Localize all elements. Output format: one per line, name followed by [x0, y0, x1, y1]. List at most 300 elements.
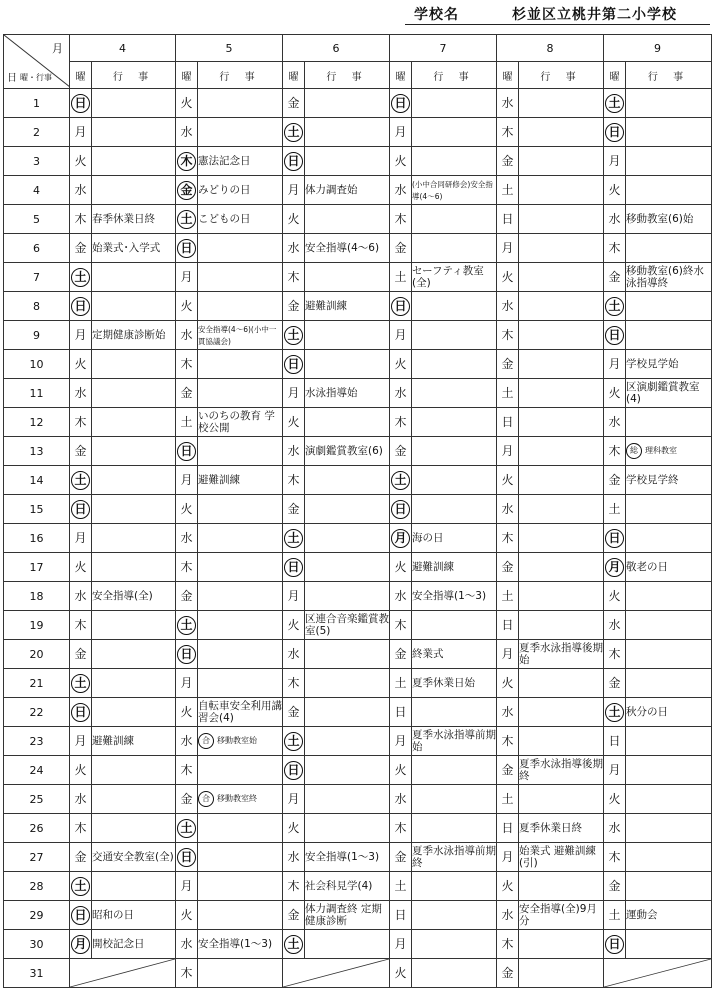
event-cell [626, 321, 712, 350]
weekday: 金 [287, 908, 300, 922]
event-text: 学校見学始 [626, 358, 679, 370]
event-subheader: 行 事 [412, 62, 497, 89]
weekday: 木 [287, 270, 300, 284]
weekday: 火 [74, 560, 87, 574]
day-number: 5 [4, 205, 70, 234]
event-cell [519, 814, 604, 843]
event-text: 始業式･入学式 [92, 242, 161, 254]
event-calendar-table [3, 34, 712, 988]
weekday-cell [70, 263, 92, 292]
weekday-cell [283, 727, 305, 756]
weekday-cell [283, 640, 305, 669]
weekday-cell [283, 118, 305, 147]
weekday-cell [176, 582, 198, 611]
holiday-circled-weekday: 月 [71, 935, 90, 954]
weekday-cell [390, 176, 412, 205]
weekday: 月 [501, 444, 514, 458]
day-number: 29 [4, 901, 70, 930]
day-row [4, 785, 712, 814]
weekday-cell [176, 408, 198, 437]
weekday: 水 [287, 444, 300, 458]
holiday-circled-weekday: 日 [284, 761, 303, 780]
event-cell [305, 843, 390, 872]
event-cell [198, 263, 283, 292]
weekday-cell [70, 350, 92, 379]
day-number: 24 [4, 756, 70, 785]
event-cell [92, 640, 176, 669]
event-cell [412, 379, 497, 408]
weekday: 木 [287, 879, 300, 893]
weekday-cell [497, 930, 519, 959]
weekday: 木 [287, 676, 300, 690]
event-cell [626, 553, 712, 582]
event-text: 春季休業日終 [92, 213, 155, 225]
weekday-cell [176, 263, 198, 292]
month-header-9: 9 [604, 35, 712, 62]
event-cell [305, 118, 390, 147]
weekday-cell [497, 756, 519, 785]
event-text: 夏季水泳指導後期始 [519, 642, 603, 666]
event-cell [198, 727, 283, 756]
weekday-cell [497, 263, 519, 292]
event-cell [412, 524, 497, 553]
event-cell [198, 640, 283, 669]
weekday-cell [176, 466, 198, 495]
weekday: 月 [74, 531, 87, 545]
weekday: 木 [74, 618, 87, 632]
event-cell [198, 321, 283, 350]
weekday-cell [70, 408, 92, 437]
event-cell [626, 872, 712, 901]
weekday-cell [604, 553, 626, 582]
weekday-cell [283, 698, 305, 727]
event-text: 避難訓練 [198, 474, 240, 486]
event-cell [198, 872, 283, 901]
event-text: 安全指導(1～3) [412, 590, 487, 602]
weekday: 月 [501, 850, 514, 864]
event-text: こどもの日 [198, 213, 251, 225]
day-row [4, 321, 712, 350]
weekday-cell [70, 785, 92, 814]
weekday: 日 [501, 212, 514, 226]
day-number: 14 [4, 466, 70, 495]
day-number: 1 [4, 89, 70, 118]
event-text: 水泳指導始 [305, 387, 358, 399]
weekday: 木 [180, 763, 193, 777]
event-cell [305, 698, 390, 727]
weekday: 木 [394, 821, 407, 835]
holiday-circled-weekday: 日 [391, 94, 410, 113]
weekday: 日 [394, 705, 407, 719]
weekday: 月 [287, 386, 300, 400]
holiday-circled-weekday: 金 [177, 181, 196, 200]
weekday-cell [497, 118, 519, 147]
weekday: 水 [74, 183, 87, 197]
event-text: (小中合同研修会)安全指導(4～6) [412, 180, 493, 201]
weekday: 金 [394, 850, 407, 864]
day-row [4, 263, 712, 292]
event-text: 区演劇鑑賞教室(4) [626, 381, 700, 405]
weekday: 月 [180, 473, 193, 487]
weekday: 金 [608, 879, 621, 893]
event-cell [519, 379, 604, 408]
joint-stamp-icon: 合 [198, 791, 214, 807]
day-number: 21 [4, 669, 70, 698]
weekday-cell [390, 524, 412, 553]
event-cell [626, 640, 712, 669]
day-number: 10 [4, 350, 70, 379]
holiday-circled-weekday: 土 [71, 674, 90, 693]
event-cell [626, 205, 712, 234]
holiday-circled-weekday: 日 [177, 442, 196, 461]
event-cell [519, 234, 604, 263]
weekday: 日 [608, 734, 621, 748]
event-cell [92, 89, 176, 118]
school-name: 杉並区立桃井第二小学校 [512, 7, 677, 23]
day-row [4, 437, 712, 466]
event-text: 定期健康診断始 [92, 329, 166, 341]
day-row [4, 524, 712, 553]
weekday: 火 [180, 502, 193, 516]
weekday: 木 [287, 473, 300, 487]
weekday-cell [70, 437, 92, 466]
weekday-cell [176, 292, 198, 321]
weekday-cell [497, 669, 519, 698]
event-cell [626, 582, 712, 611]
month-header-7: 7 [390, 35, 497, 62]
event-cell [305, 582, 390, 611]
weekday-cell [390, 292, 412, 321]
holiday-circled-weekday: 土 [177, 819, 196, 838]
weekday-cell [390, 495, 412, 524]
weekday-cell [283, 495, 305, 524]
event-text: 体力調査始 [305, 184, 358, 196]
corner-kind-label: 曜・行事 [20, 73, 52, 82]
weekday-cell [70, 727, 92, 756]
day-row [4, 611, 712, 640]
weekday: 月 [608, 763, 621, 777]
weekday: 月 [287, 792, 300, 806]
weekday-cell [497, 408, 519, 437]
holiday-circled-weekday: 日 [391, 297, 410, 316]
weekday: 月 [394, 328, 407, 342]
weekday-cell [604, 756, 626, 785]
day-row [4, 292, 712, 321]
day-row [4, 89, 712, 118]
weekday: 水 [287, 850, 300, 864]
weekday-cell [390, 611, 412, 640]
day-row [4, 205, 712, 234]
weekday-cell [283, 611, 305, 640]
weekday-cell [497, 437, 519, 466]
weekday-cell [283, 785, 305, 814]
weekday: 火 [608, 183, 621, 197]
event-cell [198, 118, 283, 147]
event-cell [519, 640, 604, 669]
weekday-cell [604, 495, 626, 524]
weekday-cell [497, 524, 519, 553]
weekday: 火 [74, 763, 87, 777]
event-cell [626, 147, 712, 176]
weekday-cell [70, 176, 92, 205]
weekday-cell [390, 437, 412, 466]
event-cell [198, 582, 283, 611]
weekday-cell [390, 89, 412, 118]
weekday-cell [70, 524, 92, 553]
weekday: 木 [501, 328, 514, 342]
weekday-cell [390, 872, 412, 901]
weekday: 火 [394, 763, 407, 777]
weekday: 月 [74, 734, 87, 748]
weekday: 土 [394, 676, 407, 690]
weekday-cell [390, 234, 412, 263]
weekday: 月 [180, 676, 193, 690]
event-cell [626, 350, 712, 379]
event-text: 移動教室始 [217, 736, 257, 745]
event-with-stamp [198, 733, 257, 749]
weekday: 金 [74, 444, 87, 458]
weekday-cell [283, 553, 305, 582]
day-number: 27 [4, 843, 70, 872]
event-cell [92, 843, 176, 872]
weekday: 木 [608, 444, 621, 458]
day-row [4, 756, 712, 785]
event-cell [626, 495, 712, 524]
weekday-cell [604, 727, 626, 756]
event-cell [305, 901, 390, 930]
weekday-cell [176, 234, 198, 263]
weekday-cell [390, 118, 412, 147]
weekday-cell [497, 379, 519, 408]
weekday-cell [604, 930, 626, 959]
weekday-cell [604, 843, 626, 872]
event-text: 交通安全教室(全) [92, 851, 174, 863]
weekday-cell [283, 321, 305, 350]
joint-stamp-icon: 合 [198, 733, 214, 749]
weekday: 日 [394, 908, 407, 922]
event-cell [626, 176, 712, 205]
event-cell [412, 843, 497, 872]
event-text: 避難訓練 [92, 735, 134, 747]
day-number: 22 [4, 698, 70, 727]
holiday-circled-weekday: 土 [605, 297, 624, 316]
event-text: 区連合音楽鑑賞教室(5) [305, 613, 389, 637]
weekday: 月 [287, 589, 300, 603]
weekday: 水 [180, 328, 193, 342]
day-row [4, 553, 712, 582]
day-row [4, 901, 712, 930]
weekday-cell [497, 727, 519, 756]
weekday-cell [604, 350, 626, 379]
holiday-circled-weekday: 土 [391, 471, 410, 490]
general-stamp-icon: 総 [626, 443, 642, 459]
weekday-cell [176, 727, 198, 756]
weekday: 金 [180, 386, 193, 400]
event-cell [92, 930, 176, 959]
weekday-cell [176, 611, 198, 640]
weekday: 木 [394, 618, 407, 632]
event-cell [305, 727, 390, 756]
weekday: 火 [394, 357, 407, 371]
weekday: 日 [501, 821, 514, 835]
weekday: 火 [287, 821, 300, 835]
holiday-circled-weekday: 土 [71, 877, 90, 896]
weekday: 金 [501, 154, 514, 168]
weekday: 火 [394, 966, 407, 980]
weekday-cell [497, 872, 519, 901]
event-text: 昭和の日 [92, 909, 134, 921]
event-subheader: 行 事 [519, 62, 604, 89]
weekday: 火 [608, 589, 621, 603]
weekday-cell [604, 379, 626, 408]
weekday-cell [176, 495, 198, 524]
day-number: 31 [4, 959, 70, 988]
weekday: 火 [501, 473, 514, 487]
event-cell [412, 930, 497, 959]
weekday-cell [390, 379, 412, 408]
weekday: 金 [501, 763, 514, 777]
event-cell [305, 321, 390, 350]
weekday-cell [390, 930, 412, 959]
weekday: 月 [180, 879, 193, 893]
event-cell [305, 756, 390, 785]
event-cell [198, 843, 283, 872]
day-row [4, 379, 712, 408]
weekday-cell [390, 814, 412, 843]
weekday: 土 [501, 589, 514, 603]
holiday-circled-weekday: 日 [71, 500, 90, 519]
event-cell [198, 814, 283, 843]
event-cell [198, 611, 283, 640]
event-cell [305, 437, 390, 466]
weekday: 金 [501, 560, 514, 574]
weekday-cell [497, 147, 519, 176]
event-text: セーフティ教室(全) [412, 265, 484, 289]
event-text: 安全指導(1～3) [198, 938, 273, 950]
dow-subheader: 曜 [604, 62, 626, 89]
weekday: 月 [394, 937, 407, 951]
event-text: 海の日 [412, 532, 444, 544]
weekday-cell [497, 698, 519, 727]
event-cell [198, 524, 283, 553]
event-cell [519, 466, 604, 495]
weekday-cell [283, 582, 305, 611]
event-text: 安全指導(全)9月分 [519, 903, 597, 927]
holiday-circled-weekday: 土 [605, 703, 624, 722]
weekday-cell [176, 785, 198, 814]
holiday-circled-weekday: 日 [71, 703, 90, 722]
weekday: 月 [608, 154, 621, 168]
nonexistent-day-slash [70, 959, 176, 988]
weekday: 金 [180, 792, 193, 806]
weekday-cell [283, 176, 305, 205]
event-cell [519, 959, 604, 988]
weekday-cell [283, 263, 305, 292]
weekday-cell [604, 611, 626, 640]
day-number: 16 [4, 524, 70, 553]
weekday-cell [176, 379, 198, 408]
weekday-cell [283, 524, 305, 553]
weekday: 金 [287, 705, 300, 719]
weekday-cell [70, 843, 92, 872]
event-text: 秋分の日 [626, 706, 668, 718]
event-cell [92, 901, 176, 930]
event-cell [519, 292, 604, 321]
weekday: 木 [74, 212, 87, 226]
weekday: 木 [394, 415, 407, 429]
month-header-4: 4 [70, 35, 176, 62]
event-cell [198, 205, 283, 234]
day-row [4, 350, 712, 379]
event-cell [626, 466, 712, 495]
holiday-circled-weekday: 日 [605, 123, 624, 142]
event-cell [626, 263, 712, 292]
weekday-cell [604, 263, 626, 292]
weekday: 火 [180, 705, 193, 719]
holiday-circled-weekday: 月 [605, 558, 624, 577]
weekday-cell [176, 118, 198, 147]
weekday-cell [604, 901, 626, 930]
weekday-cell [390, 350, 412, 379]
event-text: 夏季水泳指導前期始 [412, 729, 496, 753]
holiday-circled-weekday: 土 [605, 94, 624, 113]
weekday: 火 [287, 415, 300, 429]
weekday-cell [497, 89, 519, 118]
event-cell [626, 89, 712, 118]
weekday-cell [497, 466, 519, 495]
event-cell [92, 698, 176, 727]
event-cell [92, 379, 176, 408]
weekday-cell [283, 466, 305, 495]
weekday-cell [604, 321, 626, 350]
weekday-cell [176, 814, 198, 843]
event-text: 終業式 [412, 648, 444, 660]
corner-day-label: 日 [7, 73, 17, 84]
weekday: 水 [180, 734, 193, 748]
weekday-cell [497, 292, 519, 321]
weekday-cell [176, 843, 198, 872]
event-cell [305, 466, 390, 495]
holiday-circled-weekday: 月 [391, 529, 410, 548]
weekday: 火 [180, 96, 193, 110]
event-cell [92, 234, 176, 263]
weekday-cell [497, 843, 519, 872]
event-cell [412, 727, 497, 756]
event-cell [519, 495, 604, 524]
day-row [4, 727, 712, 756]
event-cell [305, 147, 390, 176]
weekday-cell [390, 756, 412, 785]
weekday-cell [70, 872, 92, 901]
event-cell [92, 205, 176, 234]
weekday: 土 [501, 183, 514, 197]
day-row [4, 147, 712, 176]
weekday-cell [604, 292, 626, 321]
event-cell [305, 785, 390, 814]
weekday-cell [283, 669, 305, 698]
event-cell [92, 118, 176, 147]
weekday: 火 [501, 676, 514, 690]
event-cell [92, 321, 176, 350]
day-number: 13 [4, 437, 70, 466]
holiday-circled-weekday: 日 [391, 500, 410, 519]
weekday-cell [497, 814, 519, 843]
event-cell [626, 785, 712, 814]
event-cell [198, 234, 283, 263]
event-cell [92, 408, 176, 437]
event-cell [519, 930, 604, 959]
weekday: 木 [501, 937, 514, 951]
